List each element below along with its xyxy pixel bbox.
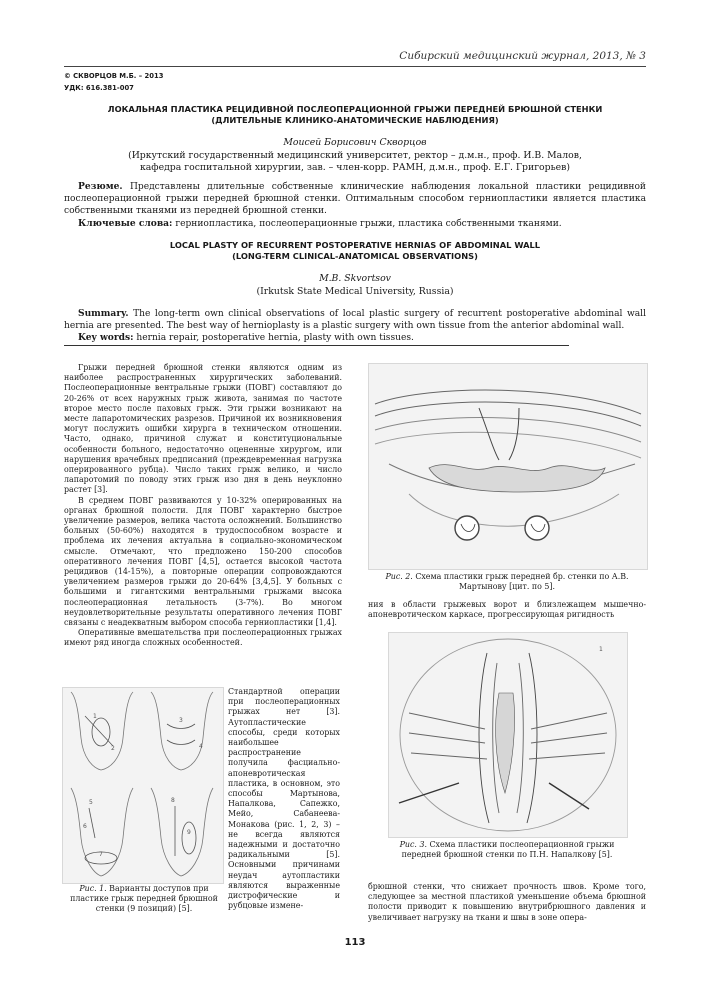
figure-2-caption-text: Схема пластики грыж передней бр. стенки по А.В. Мартынову [цит. по 5]. xyxy=(412,572,629,591)
en-summary-label: Summary. xyxy=(78,308,129,319)
ru-title-line-2: (ДЛИТЕЛЬНЫЕ КЛИНИКО-АНАТОМИЧЕСКИЕ НАБЛЮДЕНИЯ) xyxy=(211,115,499,125)
figure-1-caption-text: Варианты доступов при пластике грыж передней брюшной стенки (9 позиций) [5]. xyxy=(70,884,218,913)
ru-keywords xyxy=(64,218,646,230)
en-summary-text: The long-term own clinical observations of local plastic surgery of recurrent postoperative abdominal wall hernia are presented. The best way of hernioplasty is a plastic surgery with own tissue from the anterior abdominal wall. xyxy=(64,309,646,331)
figure-1-mark-7: 7 xyxy=(99,851,103,858)
header-rule xyxy=(64,66,646,67)
figure-3-caption-label: Рис. 3. xyxy=(399,840,427,849)
figure-3-image xyxy=(388,632,628,838)
right-column-paragraph-1: ния в области грыжевых ворот и близлежащем мышечно-апоневротическом каркасе, прогрессирующая ригидность xyxy=(368,600,646,620)
body-paragraph-2: В среднем ПОВГ развиваются у 10-32% оперированных на органах брюшной полости. Для ПОВГ характерно быстрое увеличение размеров, велика частота осложнений. Большинство больных (50-60%) находятся в трудоспособном возрасте и проблема их лечения актуальна в социально-экономическом смысле. Отмечают, что предложено 150-200 способов оперативного лечения ПОВГ [4,5], остается высокой частота рецидивов (14-15%), а повторные операции сопровождаются увеличением размеров грыжи до 20-64% [3,4,5]. У больных с большими и гигантскими вентральными грыжами высока послеоперационная летальность (3-7%). Во многом неудовлетворительные результаты оперативного лечения ПОВГ связаны с неадекватным выбором способа герниопластики [1,4]. xyxy=(64,495,342,628)
en-author: M.B. Skvortsov xyxy=(319,273,391,284)
figure-3-caption xyxy=(388,840,626,860)
copyright: © СКВОРЦОВ М.Б. – 2013 xyxy=(64,72,164,80)
body-paragraph-3: Оперативные вмешательства при послеоперационных грыжах имеют ряд иногда сложных особенностей. xyxy=(64,628,342,648)
ru-title xyxy=(64,104,646,126)
ru-keywords-text: герниопластика, послеоперационные грыжи, пластика собственными тканями. xyxy=(172,219,562,229)
ru-summary xyxy=(64,181,646,217)
figure-3-mark: 1 xyxy=(599,646,603,653)
body-paragraph-3-continued: Стандартной операции при послеоперационных грыжах нет [3]. Аутопластические способы, среди которых наибольшее распространение получила фасциально-апоневротическая пластика, в основном, это способы Мартынова, Напалкова, Сапежко, Мейо, Сабанеева-Монакова (рис. 1, 2, 3) – не всегда являются надежными и достаточно радикальными [5]. Основными причинами неудач аутопластики являются выраженные дистрофические и рубцовые измене- xyxy=(228,687,340,911)
figure-1-drawing xyxy=(63,688,223,883)
en-keywords-text: hernia repair, postoperative hernia, plasty with own tissues. xyxy=(133,333,414,343)
figure-1-mark-8: 8 xyxy=(171,797,175,804)
figure-1-caption-label: Рис. 1. xyxy=(79,884,107,893)
en-title xyxy=(64,240,646,262)
figure-1-mark-1: 1 xyxy=(93,713,97,720)
figure-1-mark-9: 9 xyxy=(187,829,191,836)
ru-affiliation xyxy=(64,150,646,174)
figure-1-mark-4: 4 xyxy=(199,743,203,750)
ru-affiliation-line-1: (Иркутский государственный медицинский университет, ректор – д.м.н., проф. И.В. Малов, xyxy=(128,150,582,161)
en-affiliation: (Irkutsk State Medical University, Russia) xyxy=(256,286,454,297)
journal-name: Сибирский медицинский журнал, 2013, № 3 xyxy=(399,50,646,62)
figure-2-caption xyxy=(368,572,646,592)
ru-summary-text: Представлены длительные собственные клинические наблюдения локальной пластики рецидивной послеоперационной грыжи передней брюшной стенки. Оптимальным способом герниопластики является пластика собственными тканями из передней брюшной стенки. xyxy=(64,182,646,216)
ru-summary-label: Резюме. xyxy=(78,181,123,192)
udk-code: УДК: 616.381-007 xyxy=(64,84,134,92)
abstract-rule xyxy=(64,345,569,346)
ru-title-line-1: ЛОКАЛЬНАЯ ПЛАСТИКА РЕЦИДИВНОЙ ПОСЛЕОПЕРАЦИОННОЙ ГРЫЖИ ПЕРЕДНЕЙ БРЮШНОЙ СТЕНКИ xyxy=(107,104,603,114)
en-keywords xyxy=(64,332,646,344)
figure-1-mark-2: 2 xyxy=(111,745,115,752)
figure-2-image xyxy=(368,363,648,570)
body-paragraph-1: Грыжи передней брюшной стенки являются одним из наиболее распространенных хирургических заболеваний. Послеоперационные вентральные грыжи (ПОВГ) составляют до 20-26% от всех наружных грыж живота, занимая по частоте второе место после паховых грыж. Эти грыжи возникают на месте лапаротомических разрезов. Причиной их возникновения могут послужить ошибки хирурга в техническом отношении. Часто, однако, причиной служат и конституциональные особенности больного, недостаточно оцененные хирургом, или нарушения врачебных предписаний (преждевременная нагрузка оперированного рубца). Число таких грыж велико, и число лапаротомий по поводу этих грыж изо дня в день неуклонно растет [3]. xyxy=(64,363,342,495)
figure-3-drawing xyxy=(389,633,627,837)
figure-1-mark-6: 6 xyxy=(83,823,87,830)
en-summary xyxy=(64,308,646,332)
right-column-paragraph-2: брюшной стенки, что снижает прочность швов. Кроме того, следующее за местной пластикой уменьшение объема брюшной полости приводит к повышению внутрибрюшного давления и увеличивает нагрузку на ткани и швы в зоне опера- xyxy=(368,882,646,922)
figure-1-mark-5: 5 xyxy=(89,799,93,806)
figure-1-caption xyxy=(62,884,226,914)
ru-author: Моисей Борисович Скворцов xyxy=(283,137,427,148)
page-number: 113 xyxy=(344,937,366,948)
ru-affiliation-line-2: кафедра госпитальной хирургии, зав. – член-корр. РАМН, д.м.н., проф. Е.Г. Григорьев) xyxy=(139,162,571,173)
figure-3-caption-text: Схема пластики послеоперационной грыжи передней брюшной стенки по П.Н. Напалкову [5]. xyxy=(401,840,615,859)
en-title-line-1: LOCAL PLASTY OF RECURRENT POSTOPERATIVE HERNIAS OF ABDOMINAL WALL xyxy=(169,240,541,250)
left-column-text xyxy=(64,363,342,649)
figure-2-drawing xyxy=(369,364,647,569)
figure-2-caption-label: Рис. 2. xyxy=(385,572,413,581)
en-keywords-label: Key words: xyxy=(78,332,134,343)
figure-1-image xyxy=(62,687,224,884)
en-title-line-2: (LONG-TERM CLINICAL-ANATOMICAL OBSERVATIONS) xyxy=(232,251,478,261)
ru-keywords-label: Ключевые слова: xyxy=(78,218,173,229)
figure-1-mark-3: 3 xyxy=(179,717,183,724)
